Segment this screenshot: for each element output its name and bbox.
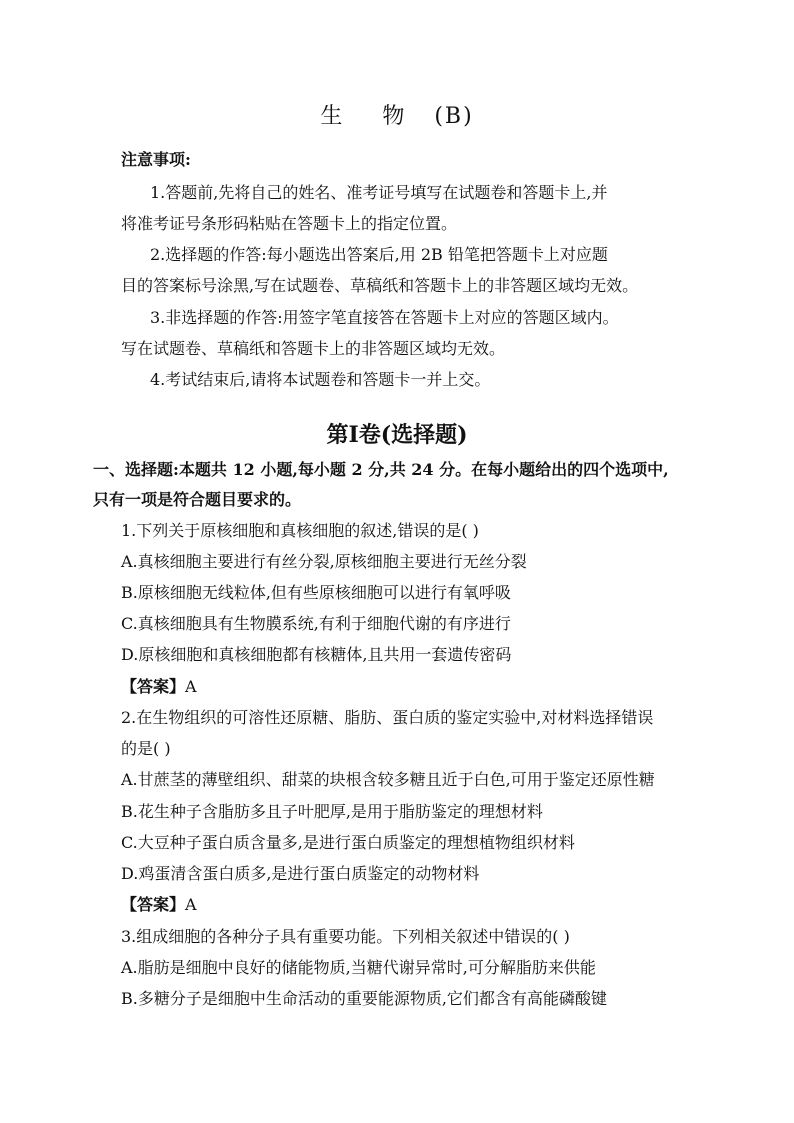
notice-line-1: 1.答题前,先将自己的姓名、准考证号填写在试题卷和答题卡上,并	[150, 183, 608, 202]
answer-label: 【答案】	[121, 677, 186, 696]
title-version: (B)	[434, 104, 474, 129]
section-intro-line-2: 只有一项是符合题目要求的。	[93, 490, 302, 509]
question-2-option-a: A.甘蔗茎的薄壁组织、甜菜的块根含较多糖且近于白色,可用于鉴定还原性糖	[121, 770, 655, 789]
section-intro-line-1: 一、选择题:本题共 12 小题,每小题 2 分,共 24 分。在每小题给出的四个选项中,	[93, 460, 669, 479]
notice-line-4: 目的答案标号涂黑,写在试题卷、草稿纸和答题卡上的非答题区域均无效。	[121, 276, 639, 295]
question-2-answer	[121, 895, 197, 915]
question-2-stem-line-1: 2.在生物组织的可溶性还原糖、脂肪、蛋白质的鉴定实验中,对材料选择错误	[121, 708, 654, 727]
page-title	[0, 102, 794, 132]
notice-line-5: 3.非选择题的作答:用签字笔直接答在答题卡上对应的答题区域内。	[150, 308, 619, 327]
question-1-option-a: A.真核细胞主要进行有丝分裂,原核细胞主要进行无丝分裂	[121, 552, 527, 571]
notice-line-6: 写在试题卷、草稿纸和答题卡上的非答题区域均无效。	[121, 339, 506, 358]
section-title: 第Ⅰ卷(选择题)	[326, 422, 468, 448]
question-3-option-b: B.多糖分子是细胞中生命活动的重要能源物质,它们都含有高能磷酸键	[121, 989, 607, 1008]
notice-line-2: 将准考证号条形码粘贴在答题卡上的指定位置。	[121, 214, 458, 233]
answer-label: 【答案】	[121, 895, 186, 914]
answer-value: A	[185, 677, 197, 696]
question-3-stem: 3.组成细胞的各种分子具有重要功能。下列相关叙述中错误的( )	[121, 927, 570, 946]
question-2-option-b: B.花生种子含脂肪多且子叶肥厚,是用于脂肪鉴定的理想材料	[121, 802, 543, 821]
question-2-option-c: C.大豆种子蛋白质含量多,是进行蛋白质鉴定的理想植物组织材料	[121, 833, 575, 852]
answer-value: A	[185, 895, 197, 914]
notice-line-3: 2.选择题的作答:每小题选出答案后,用 2B 铅笔把答题卡上对应题	[150, 245, 608, 264]
notice-line-7: 4.考试结束后,请将本试题卷和答题卡一并上交。	[150, 370, 491, 389]
title-char-2: 物	[382, 104, 407, 129]
question-1-stem: 1.下列关于原核细胞和真核细胞的叙述,错误的是( )	[121, 521, 479, 540]
question-3-option-a: A.脂肪是细胞中良好的储能物质,当糖代谢异常时,可分解脂肪来供能	[121, 958, 596, 977]
notice-heading: 注意事项:	[121, 150, 191, 169]
question-1-answer	[121, 677, 197, 697]
question-1-option-b: B.原核细胞无线粒体,但有些原核细胞可以进行有氧呼吸	[121, 583, 511, 602]
question-1-option-c: C.真核细胞具有生物膜系统,有利于细胞代谢的有序进行	[121, 614, 511, 633]
question-2-stem-line-2: 的是( )	[121, 739, 171, 758]
title-char-1: 生	[320, 104, 345, 129]
question-2-option-d: D.鸡蛋清含蛋白质多,是进行蛋白质鉴定的动物材料	[121, 864, 480, 883]
question-1-option-d: D.原核细胞和真核细胞都有核糖体,且共用一套遗传密码	[121, 645, 512, 664]
